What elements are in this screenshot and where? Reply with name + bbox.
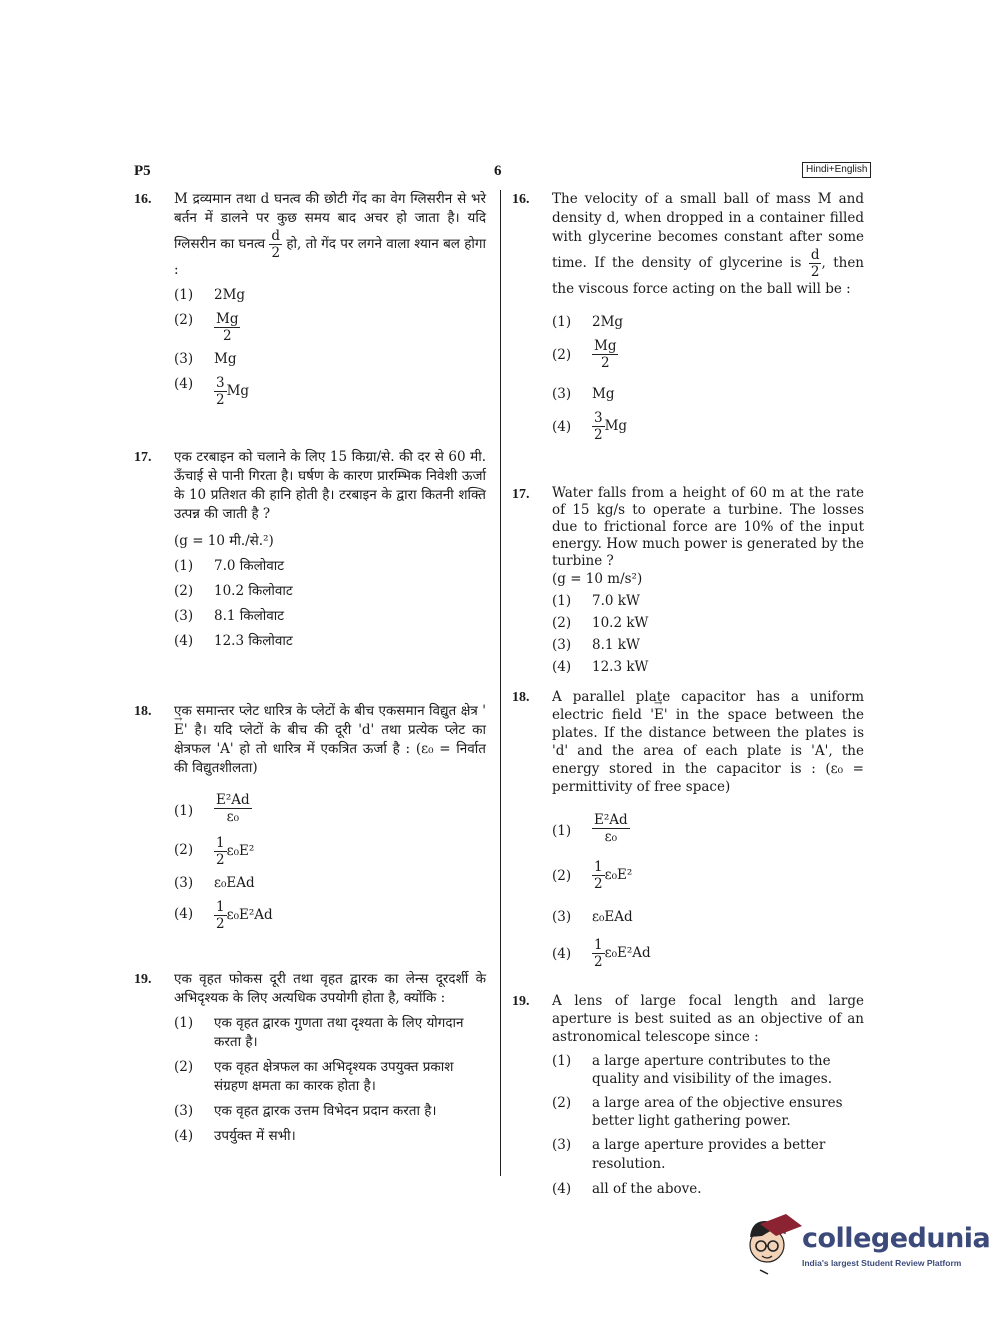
option-value: a large aperture provides a better resolution. xyxy=(592,1137,826,1172)
question-number: 17. xyxy=(134,450,152,465)
option-label: (3) xyxy=(552,386,572,402)
option[interactable] xyxy=(552,859,864,892)
frac-num: 1 xyxy=(594,937,603,953)
question-text xyxy=(552,190,864,299)
frac-den: 2 xyxy=(216,392,225,408)
option-label: (1) xyxy=(552,823,572,839)
question-text xyxy=(552,688,864,796)
frac-den: 2 xyxy=(810,264,820,280)
question-number: 18. xyxy=(512,690,530,705)
fraction xyxy=(214,311,240,344)
option-label: (2) xyxy=(552,868,572,884)
text-part: ' in the space between the plates. If the distance between the plates is 'd' and the area of each plate is 'A', the energy stored in the capacitor is : (ε₀ = permittivity of free space) xyxy=(552,707,864,795)
option-value: Mg xyxy=(592,386,615,402)
option-label: (3) xyxy=(174,875,194,891)
option-label: (3) xyxy=(174,1103,194,1119)
option[interactable] xyxy=(552,658,864,677)
option-label: (3) xyxy=(174,351,194,367)
option-label: (1) xyxy=(552,314,572,330)
option-label: (3) xyxy=(552,909,572,925)
option[interactable] xyxy=(552,1136,864,1174)
option[interactable] xyxy=(552,1094,864,1130)
fraction xyxy=(592,937,605,970)
option[interactable] xyxy=(174,582,486,601)
fraction xyxy=(269,228,282,261)
gravity-note: (g = 10 मी./से.²) xyxy=(174,533,274,549)
option[interactable] xyxy=(552,410,864,443)
option-label: (3) xyxy=(174,608,194,624)
option-label: (1) xyxy=(552,1053,572,1069)
frac-den: 2 xyxy=(594,427,603,443)
question-number: 18. xyxy=(134,704,152,719)
option-value: 10.2 kW xyxy=(592,615,649,631)
question-number: 16. xyxy=(134,192,152,207)
option[interactable] xyxy=(174,1014,486,1052)
question-number: 19. xyxy=(512,994,530,1009)
option[interactable] xyxy=(174,350,486,369)
frac-num: E²Ad xyxy=(216,792,250,808)
option-label: (2) xyxy=(174,583,194,599)
page-number: 6 xyxy=(494,163,502,179)
question-18-english xyxy=(512,688,864,970)
language-tag: Hindi+English xyxy=(802,162,871,178)
option-label: (4) xyxy=(552,946,572,962)
option-value: ε₀E² xyxy=(604,867,633,883)
option-label: (3) xyxy=(552,637,572,653)
option[interactable] xyxy=(552,1180,864,1199)
option-value: ε₀E² xyxy=(226,843,255,859)
option-value: ε₀EAd xyxy=(592,909,633,925)
option[interactable] xyxy=(174,835,486,868)
frac-num: 1 xyxy=(594,859,603,875)
option-label: (1) xyxy=(174,803,194,819)
logo-tagline: India's largest Student Review Platform xyxy=(802,1258,962,1268)
frac-num: 3 xyxy=(594,410,603,426)
option-value: a large aperture contributes to the quality and visibility of the images. xyxy=(592,1053,833,1087)
question-text: Water falls from a height of 60 m at the rate of 15 kg/s to operate a turbine. The losses due to frictional force are 10% of the input energy. How much power is generated by the turbine ? xyxy=(552,485,864,569)
option-value: 12.3 kW xyxy=(592,659,649,675)
question-text: एक टरबाइन को चलाने के लिए 15 किग्रा/से. की दर से 60 मी. ऊँचाई से पानी गिरता है। घर्षण के कारण प्रारम्भिक निवेशी ऊर्जा के 10 प्रतिशत की हानि होती है। टरबाइन के द्वारा कितनी शक्ति उत्पन्न की जाती है ? xyxy=(174,449,486,522)
vector-e: → E xyxy=(174,721,184,740)
question-number: 17. xyxy=(512,487,530,502)
fraction xyxy=(809,247,822,280)
option-label: (4) xyxy=(552,419,572,435)
question-text: A lens of large focal length and large aperture is best suited as an objective of an astronomical telescope since : xyxy=(552,993,864,1045)
frac-den: 2 xyxy=(594,954,603,970)
option-value: ε₀E²Ad xyxy=(604,945,651,961)
fraction xyxy=(592,812,630,845)
fraction xyxy=(214,835,227,868)
option-label: (4) xyxy=(174,376,194,392)
text-part: , then the viscous force acting on the ball will be : xyxy=(552,255,865,297)
option[interactable] xyxy=(174,1127,486,1146)
option-value: 2Mg xyxy=(214,287,246,303)
option[interactable] xyxy=(174,1058,486,1096)
option[interactable] xyxy=(174,311,486,344)
option-value: उपर्युक्त में सभी। xyxy=(214,1128,296,1144)
option[interactable] xyxy=(552,592,864,611)
option[interactable] xyxy=(174,375,486,408)
frac-num: d xyxy=(271,228,281,244)
fraction xyxy=(214,792,252,825)
option-value: Mg xyxy=(226,383,250,399)
fraction xyxy=(592,410,605,443)
frac-num: 1 xyxy=(216,899,225,915)
question-19-hindi xyxy=(134,970,486,1146)
option[interactable] xyxy=(552,614,864,633)
question-number: 16. xyxy=(512,192,530,207)
option-value: 2Mg xyxy=(592,314,624,330)
question-16-english xyxy=(512,190,864,443)
question-18-hindi xyxy=(134,702,486,932)
option-label: (4) xyxy=(552,659,572,675)
option-value: 8.1 किलोवाट xyxy=(214,608,285,624)
fraction xyxy=(214,375,227,408)
frac-den: ε₀ xyxy=(226,809,240,825)
frac-den: ε₀ xyxy=(604,829,618,845)
option-value: all of the above. xyxy=(592,1181,702,1197)
option[interactable] xyxy=(552,1052,864,1088)
option-label: (4) xyxy=(552,1181,572,1197)
option[interactable] xyxy=(552,937,864,970)
option[interactable] xyxy=(174,899,486,932)
option[interactable] xyxy=(174,792,486,825)
option[interactable] xyxy=(174,607,486,626)
option-label: (2) xyxy=(174,312,194,328)
frac-num: E²Ad xyxy=(594,812,628,828)
vector-e: → E xyxy=(654,706,664,724)
question-number: 19. xyxy=(134,972,152,987)
option-label: (1) xyxy=(174,287,194,303)
option[interactable] xyxy=(174,557,486,576)
option-value: एक वृहत द्वारक गुणता तथा दृश्यता के लिए योगदान करता है। xyxy=(214,1015,464,1050)
option-value: ε₀E²Ad xyxy=(226,907,273,923)
frac-den: 2 xyxy=(600,355,610,371)
option-label: (2) xyxy=(174,842,194,858)
option-label: (2) xyxy=(552,347,572,363)
fraction xyxy=(214,899,227,932)
fraction xyxy=(592,859,605,892)
column-divider xyxy=(500,190,501,1176)
text-part: हो, तो गेंद पर लगने वाला श्यान बल होगा : xyxy=(174,236,486,278)
option-label: (3) xyxy=(552,1137,572,1153)
option[interactable] xyxy=(174,632,486,651)
option[interactable] xyxy=(552,636,864,655)
question-text xyxy=(174,190,486,280)
option[interactable] xyxy=(552,908,864,927)
option-label: (2) xyxy=(552,1095,572,1111)
option-value: 7.0 kW xyxy=(592,593,640,609)
option-label: (1) xyxy=(552,593,572,609)
option-label: (2) xyxy=(552,615,572,631)
fraction xyxy=(592,338,618,371)
frac-den: 2 xyxy=(222,328,232,344)
question-text xyxy=(174,702,486,778)
option-value: Mg xyxy=(604,418,628,434)
frac-num: Mg xyxy=(216,311,239,327)
frac-num: 3 xyxy=(216,375,225,391)
option[interactable] xyxy=(552,812,864,845)
question-19-english xyxy=(512,992,864,1199)
option[interactable] xyxy=(552,338,864,371)
frac-den: 2 xyxy=(216,916,225,932)
option[interactable] xyxy=(174,286,486,305)
text-part: The velocity of a small ball of mass M and density d, when dropped in a container filled with glycerine becomes constant after some time. If the density of glycerine is xyxy=(552,191,864,271)
option[interactable] xyxy=(174,874,486,893)
question-text: एक वृहत फोकस दूरी तथा वृहत द्वारक का लेन्स दूरदर्शी के अभिदृश्यक के लिए अत्यधिक उपयोगी होता है, क्योंकि : xyxy=(174,971,486,1006)
option-value: 8.1 kW xyxy=(592,637,640,653)
paper-code: P5 xyxy=(134,163,151,179)
text-part: एक समान्तर प्लेट धारित्र के प्लेटों के बीच एकसमान विद्युत क्षेत्र ' xyxy=(174,703,486,719)
frac-den: 2 xyxy=(216,852,225,868)
option-label: (2) xyxy=(174,1059,194,1075)
frac-num: d xyxy=(810,247,820,263)
gravity-note: (g = 10 m/s²) xyxy=(552,571,643,587)
text-part: A parallel plate capacitor has a uniform electric field ' xyxy=(552,689,864,723)
question-16-hindi xyxy=(134,190,486,408)
question-17-english xyxy=(512,485,864,677)
logo-wordmark: collegedunia xyxy=(802,1223,991,1254)
frac-num: 1 xyxy=(216,835,225,851)
option-value: 10.2 किलोवाट xyxy=(214,583,293,599)
option-label: (4) xyxy=(174,633,194,649)
frac-den: 2 xyxy=(594,876,603,892)
option[interactable] xyxy=(174,1102,486,1121)
option-value: 7.0 किलोवाट xyxy=(214,558,285,574)
option-value: ε₀EAd xyxy=(214,875,255,891)
option-value: a large area of the objective ensures better light gathering power. xyxy=(592,1095,843,1129)
option-label: (4) xyxy=(174,1128,194,1144)
text-part: ' है। यदि प्लेटों के बीच की दूरी 'd' तथा प्रत्येक प्लेट का क्षेत्रफल 'A' हो तो धारित्र में एकत्रित ऊर्जा है : (ε₀ = निर्वात की विद्युतशीलता) xyxy=(174,722,486,776)
option-value: एक वृहत द्वारक उत्तम विभेदन प्रदान करता है। xyxy=(214,1103,437,1119)
text-part: M द्रव्यमान तथा d घनत्व की छोटी गेंद का वेग ग्लिसरीन से भरे बर्तन में डालने पर कुछ समय बाद अचर हो जाता है। यदि ग्लिसरीन का घनत्व xyxy=(174,191,486,252)
question-17-hindi xyxy=(134,448,486,651)
option[interactable] xyxy=(552,385,864,404)
option-value: Mg xyxy=(214,351,237,367)
frac-den: 2 xyxy=(271,245,281,261)
option-label: (4) xyxy=(174,906,194,922)
option-label: (1) xyxy=(174,1015,194,1031)
option-value: एक वृहत क्षेत्रफल का अभिदृश्यक उपयुक्त प्रकाश संग्रहण क्षमता का कारक होता है। xyxy=(214,1059,454,1094)
frac-num: Mg xyxy=(594,338,617,354)
option[interactable] xyxy=(552,313,864,332)
option-label: (1) xyxy=(174,558,194,574)
option-value: 12.3 किलोवाट xyxy=(214,633,293,649)
